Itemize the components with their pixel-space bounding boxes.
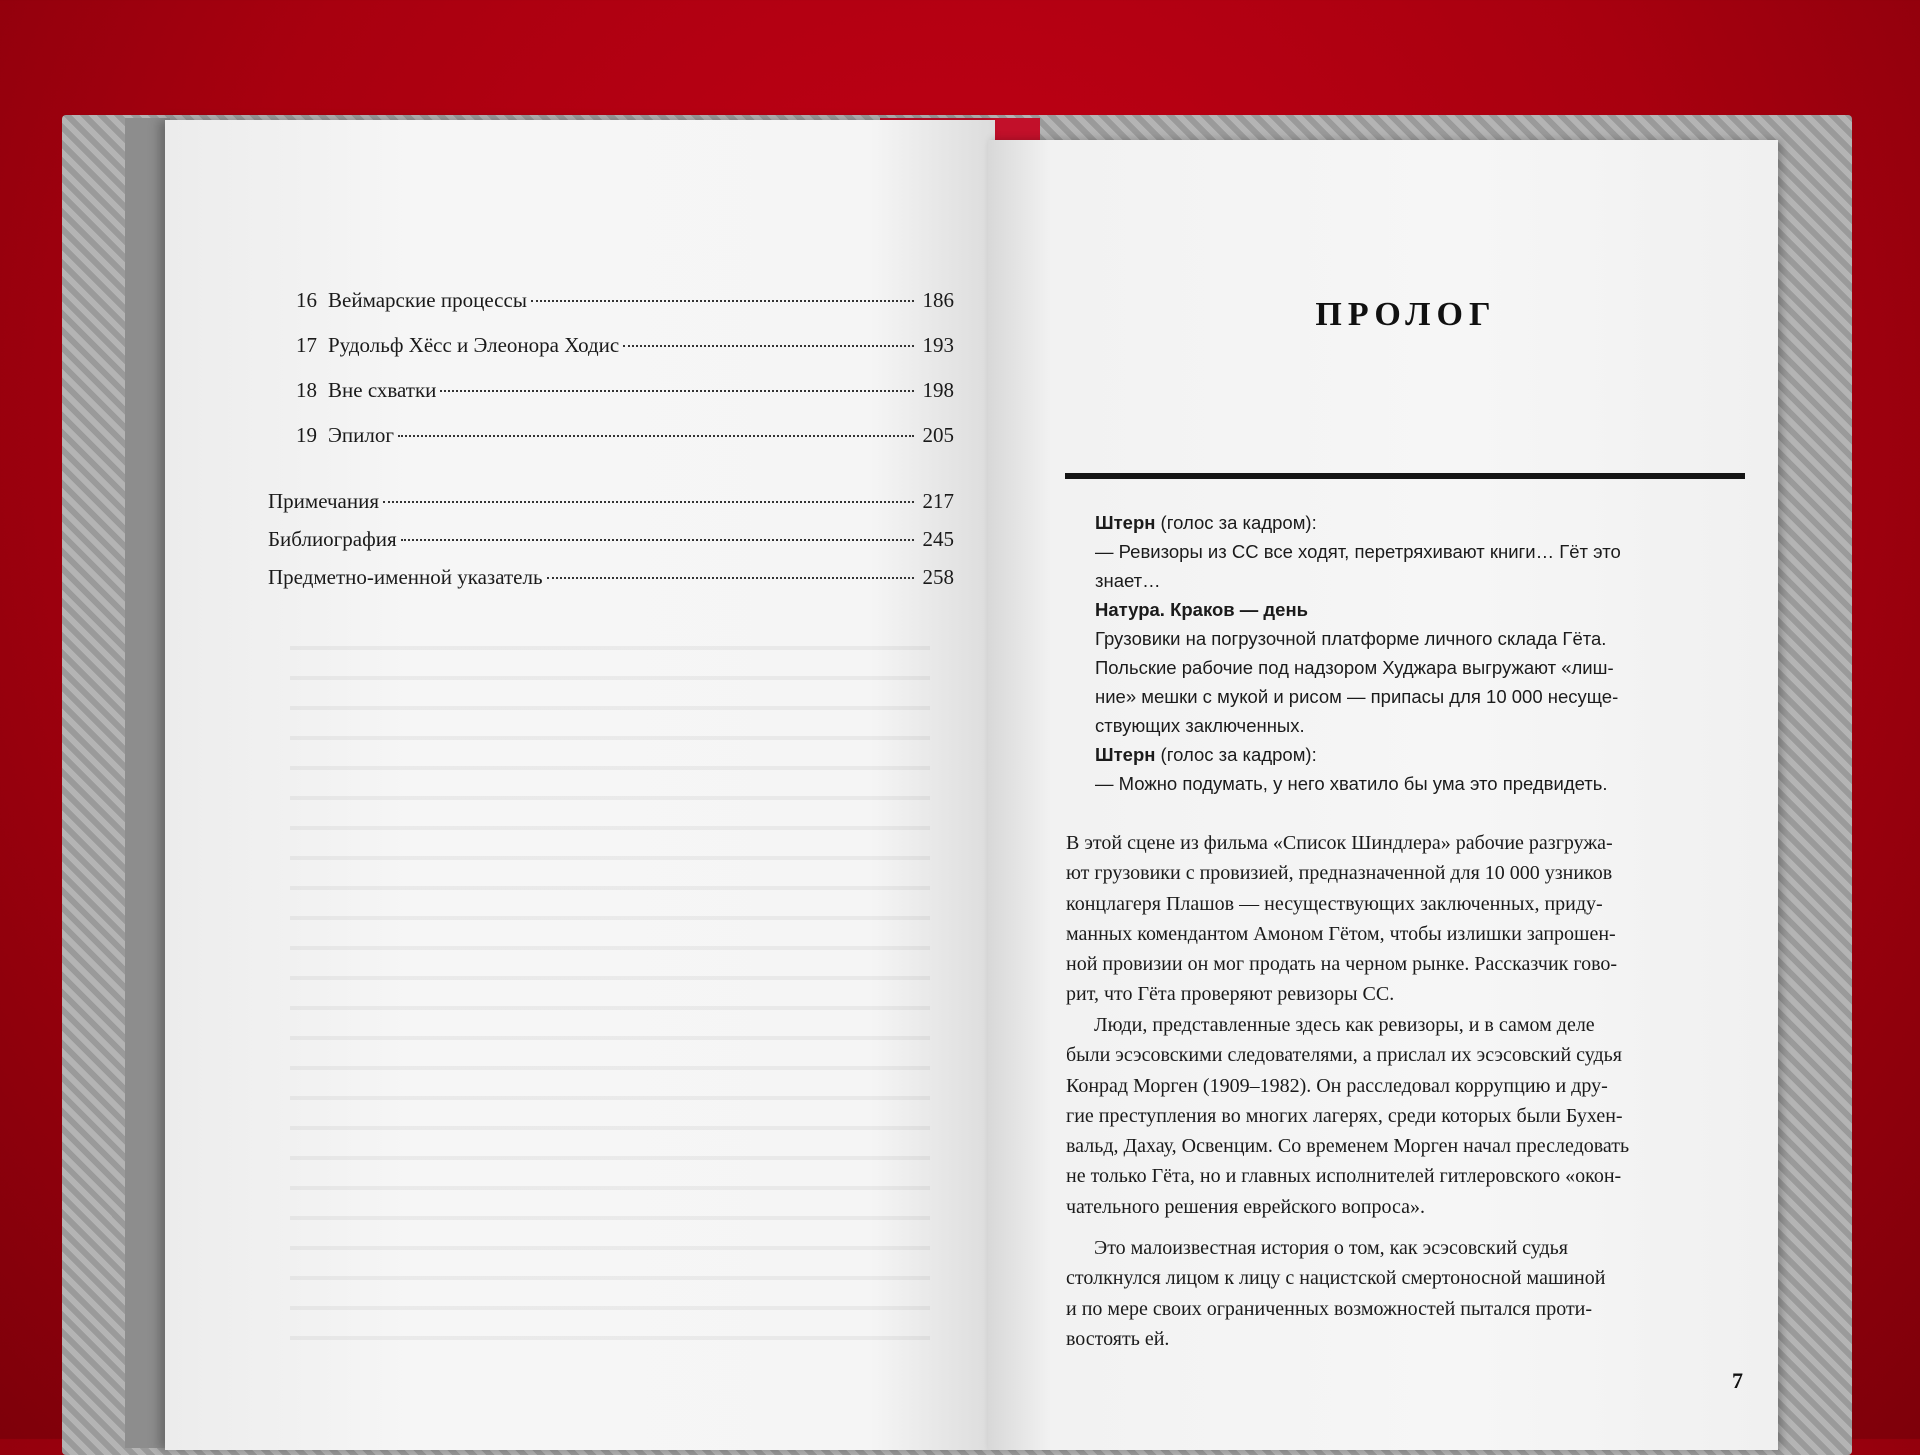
page-number: 7: [1732, 1368, 1743, 1393]
toc-page: 198: [922, 378, 954, 402]
text-line: чательного решения еврейского вопроса».: [1066, 1195, 1425, 1218]
text-line: концлагеря Плашов — несуществующих заключенных, приду-: [1066, 892, 1603, 915]
toc-num: 18: [296, 378, 317, 402]
toc-leader: [531, 300, 914, 302]
script-line: [1095, 508, 1735, 537]
title-rule: [1065, 473, 1745, 479]
toc-chapter-18: [296, 378, 954, 403]
toc-leader: [623, 345, 914, 347]
toc-page: 193: [922, 333, 954, 357]
toc-page: 217: [922, 489, 954, 513]
toc-notes: [268, 489, 954, 514]
toc-chapter-17: [296, 333, 954, 358]
script-speaker: Штерн: [1095, 744, 1156, 765]
text-line: востоять ей.: [1066, 1327, 1170, 1350]
toc-index: [268, 565, 954, 590]
toc-num: 19: [296, 423, 317, 447]
text-line: вальд, Дахау, Освенцим. Со временем Морген начал преследовать: [1066, 1135, 1630, 1158]
text-line: не только Гёта, но и главных исполнителей гитлеровского «окон-: [1066, 1165, 1622, 1188]
text-line: ной провизии он мог продать на черном рынке. Рассказчик гово-: [1066, 953, 1618, 976]
text-line: Люди, представленные здесь как ревизоры, и в самом деле: [1094, 1014, 1595, 1036]
toc-leader: [547, 577, 914, 579]
text-line: были эсэсовскими следователями, а прислал их эсэсовский судья: [1066, 1044, 1623, 1067]
toc-title: Библиография: [268, 527, 397, 551]
left-page-edge: [125, 118, 170, 1448]
text-line: столкнулся лицом к лицу с нацистской смертоносной машиной: [1066, 1267, 1606, 1290]
toc-leader: [398, 435, 914, 437]
script-line: Польские рабочие под надзором Худжара выгружают «лиш-: [1095, 657, 1614, 678]
paragraph-3: [1066, 1233, 1750, 1354]
toc-title: Примечания: [268, 489, 380, 513]
paragraph-2: [1066, 1010, 1750, 1222]
toc-chapter-19: [296, 423, 954, 448]
toc-page: 245: [922, 527, 954, 551]
toc-title: Вне схватки: [328, 378, 437, 402]
script-line: ствующих заключенных.: [1095, 715, 1305, 736]
toc-title: Предметно-именной указатель: [268, 565, 543, 589]
toc-page: 258: [922, 565, 954, 589]
toc-page: 186: [922, 288, 954, 312]
script-line: ние» мешки с мукой и рисом — припасы для 10 000 несуще-: [1095, 686, 1619, 707]
toc-title: Рудольф Хёсс и Элеонора Ходис: [328, 333, 620, 357]
toc-num: 17: [296, 333, 317, 357]
text-line: гие преступления во многих лагерях, среди которых были Бухен-: [1066, 1104, 1623, 1127]
text-line: и по мере своих ограниченных возможностей пытался проти-: [1066, 1297, 1593, 1320]
paragraph-1: [1066, 828, 1750, 1010]
script-speaker: Штерн: [1095, 512, 1156, 533]
script-line: — Ревизоры из СС все ходят, перетряхивают книги… Гёт это: [1095, 541, 1621, 562]
text-line: рит, что Гёта проверяют ревизоры СС.: [1066, 983, 1395, 1006]
toc-page: 205: [922, 423, 954, 447]
script-line: [1095, 740, 1735, 769]
script-note: (голос за кадром):: [1155, 744, 1317, 765]
chapter-title: ПРОЛОГ: [1315, 296, 1497, 333]
toc-title: Веймарские процессы: [328, 288, 527, 312]
toc-chapter-16: [296, 288, 954, 313]
text-line: Это малоизвестная история о том, как эсэсовский судья: [1094, 1237, 1568, 1259]
script-line: знает…: [1095, 570, 1161, 591]
toc-bibliography: [268, 527, 954, 552]
text-line: Конрад Морген (1909–1982). Он расследовал коррупцию и дру-: [1066, 1074, 1608, 1097]
toc-leader: [383, 501, 914, 503]
text-line: В этой сцене из фильма «Список Шиндлера» рабочие разгружа-: [1066, 832, 1613, 854]
script-scene-heading: Натура. Краков — день: [1095, 599, 1309, 620]
script-line: — Можно подумать, у него хватило бы ума это предвидеть.: [1095, 773, 1608, 794]
toc-num: 16: [296, 288, 317, 312]
text-line: ют грузовики с провизией, предназначенной для 10 000 узников: [1066, 862, 1613, 885]
text-line: манных комендантом Амоном Гётом, чтобы излишки запрошен-: [1066, 922, 1616, 945]
toc-leader: [440, 390, 914, 392]
toc-title: Эпилог: [328, 423, 394, 447]
script-line: [1095, 595, 1735, 624]
script-note: (голос за кадром):: [1155, 512, 1317, 533]
screenplay-excerpt: [1095, 508, 1735, 798]
script-line: Грузовики на погрузочной платформе личного склада Гёта.: [1095, 628, 1607, 649]
show-through-texture: [290, 620, 930, 1360]
toc-leader: [401, 539, 914, 541]
